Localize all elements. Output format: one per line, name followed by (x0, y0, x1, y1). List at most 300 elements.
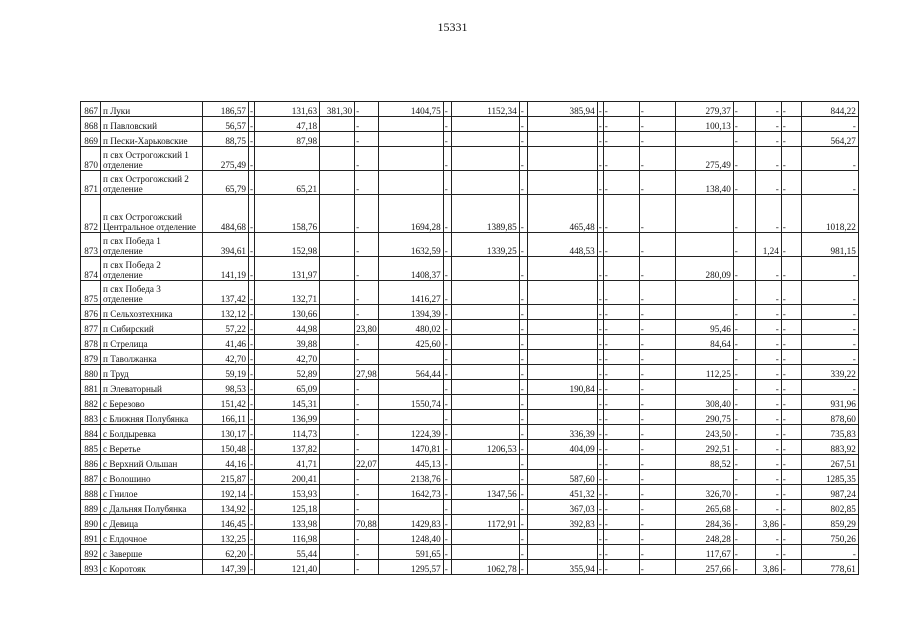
table-row (81, 257, 859, 281)
cell-v5 (451, 335, 519, 350)
cell-c8: - (603, 455, 639, 470)
table-row (81, 350, 859, 365)
cell-d10: - (733, 545, 755, 560)
cell-v2: 125,18 (255, 500, 320, 515)
cell-c12: - (781, 147, 801, 171)
cell-name: п свх Острогожский 2 отделение (101, 171, 203, 195)
cell-name: п свх Победа 3 отделение (101, 281, 203, 305)
cell-c9: - (639, 395, 675, 410)
cell-v5 (451, 171, 519, 195)
cell-c12: - (781, 102, 801, 117)
cell-d6: - (597, 500, 603, 515)
cell-d3: - (355, 117, 379, 132)
cell-c11: - (755, 305, 781, 320)
cell-v2: 136,99 (255, 410, 320, 425)
cell-id: 874 (81, 257, 101, 281)
cell-d4: - (443, 132, 451, 147)
cell-v1: 134,92 (203, 500, 249, 515)
cell-c8: - (603, 515, 639, 530)
cell-c9: - (639, 195, 675, 233)
cell-d4: - (443, 102, 451, 117)
cell-v10: 100,13 (675, 117, 733, 132)
cell-v4: 1224,39 (378, 425, 443, 440)
cell-v1: 146,45 (203, 515, 249, 530)
cell-d3: 70,88 (355, 515, 379, 530)
cell-d5: - (519, 281, 527, 305)
cell-v6: 448,53 (527, 233, 597, 257)
cell-v4: 1470,81 (378, 440, 443, 455)
cell-c12: - (781, 485, 801, 500)
table-row (81, 147, 859, 171)
cell-name: п Павловский (101, 117, 203, 132)
cell-d1: - (249, 455, 255, 470)
table-row (81, 455, 859, 470)
cell-d6: - (597, 455, 603, 470)
cell-d6: - (597, 117, 603, 132)
cell-v5: 1172,91 (451, 515, 519, 530)
cell-d3: - (355, 350, 379, 365)
table-row (81, 132, 859, 147)
cell-v1: 42,70 (203, 350, 249, 365)
cell-c9: - (639, 515, 675, 530)
cell-id: 891 (81, 530, 101, 545)
table-row (81, 515, 859, 530)
cell-c12: - (781, 380, 801, 395)
table-row (81, 195, 859, 233)
table-row (81, 500, 859, 515)
cell-v3 (320, 515, 355, 530)
cell-v2: 44,98 (255, 320, 320, 335)
cell-id: 893 (81, 560, 101, 575)
cell-v13: 987,24 (801, 485, 858, 500)
cell-v4: 1694,28 (378, 195, 443, 233)
table-row (81, 485, 859, 500)
cell-v13: 878,60 (801, 410, 858, 425)
cell-v4 (378, 147, 443, 171)
cell-c9: - (639, 335, 675, 350)
cell-v2: 145,31 (255, 395, 320, 410)
cell-v5 (451, 281, 519, 305)
cell-d5: - (519, 350, 527, 365)
cell-d5: - (519, 395, 527, 410)
cell-d5: - (519, 320, 527, 335)
cell-v3 (320, 195, 355, 233)
cell-v3 (320, 147, 355, 171)
cell-name: п свх Острогожский 1 отделение (101, 147, 203, 171)
cell-c12: - (781, 117, 801, 132)
cell-v1: 186,57 (203, 102, 249, 117)
cell-v13: - (801, 171, 858, 195)
cell-c9: - (639, 117, 675, 132)
cell-d6: - (597, 350, 603, 365)
cell-d1: - (249, 365, 255, 380)
cell-d3: - (355, 132, 379, 147)
cell-v5 (451, 117, 519, 132)
cell-d6: - (597, 410, 603, 425)
cell-v5 (451, 410, 519, 425)
cell-d5: - (519, 171, 527, 195)
cell-c12: - (781, 132, 801, 147)
cell-c8: - (603, 560, 639, 575)
cell-v4: 1632,59 (378, 233, 443, 257)
cell-v6 (527, 147, 597, 171)
cell-v13: 802,85 (801, 500, 858, 515)
cell-v10: 280,09 (675, 257, 733, 281)
cell-name: п Элеваторный (101, 380, 203, 395)
cell-v6 (527, 410, 597, 425)
cell-v2: 152,98 (255, 233, 320, 257)
cell-v2: 114,73 (255, 425, 320, 440)
cell-v13: 883,92 (801, 440, 858, 455)
cell-d10: - (733, 395, 755, 410)
cell-id: 882 (81, 395, 101, 410)
cell-c8: - (603, 440, 639, 455)
cell-c8: - (603, 195, 639, 233)
cell-d6: - (597, 335, 603, 350)
cell-d1: - (249, 257, 255, 281)
cell-d10: - (733, 500, 755, 515)
cell-v2: 41,71 (255, 455, 320, 470)
cell-v3 (320, 380, 355, 395)
cell-d10: - (733, 132, 755, 147)
cell-c11: - (755, 102, 781, 117)
cell-d3: - (355, 440, 379, 455)
cell-d6: - (597, 470, 603, 485)
cell-v5 (451, 257, 519, 281)
cell-c12: - (781, 410, 801, 425)
cell-v3 (320, 395, 355, 410)
cell-c8: - (603, 335, 639, 350)
cell-c12: - (781, 455, 801, 470)
cell-d4: - (443, 171, 451, 195)
cell-v3 (320, 305, 355, 320)
cell-d10: - (733, 171, 755, 195)
cell-v10: 117,67 (675, 545, 733, 560)
cell-v6: 404,09 (527, 440, 597, 455)
cell-d1: - (249, 195, 255, 233)
cell-v2: 52,89 (255, 365, 320, 380)
cell-v13: - (801, 281, 858, 305)
cell-v6 (527, 350, 597, 365)
cell-d1: - (249, 350, 255, 365)
cell-v6 (527, 335, 597, 350)
cell-name: п Пески-Харьковские (101, 132, 203, 147)
cell-v3 (320, 350, 355, 365)
cell-d4: - (443, 257, 451, 281)
cell-v6: 367,03 (527, 500, 597, 515)
cell-v5 (451, 500, 519, 515)
cell-d5: - (519, 410, 527, 425)
cell-c12: - (781, 515, 801, 530)
cell-c12: - (781, 425, 801, 440)
cell-d10: - (733, 425, 755, 440)
cell-d1: - (249, 147, 255, 171)
cell-v4: 480,02 (378, 320, 443, 335)
cell-d1: - (249, 171, 255, 195)
cell-v5 (451, 320, 519, 335)
cell-d1: - (249, 530, 255, 545)
cell-v2: 130,66 (255, 305, 320, 320)
cell-d6: - (597, 132, 603, 147)
cell-id: 873 (81, 233, 101, 257)
cell-v13: - (801, 350, 858, 365)
cell-v1: 275,49 (203, 147, 249, 171)
cell-name: с Волошино (101, 470, 203, 485)
cell-v4: 1394,39 (378, 305, 443, 320)
cell-v1: 62,20 (203, 545, 249, 560)
cell-c11: - (755, 455, 781, 470)
cell-v2: 133,98 (255, 515, 320, 530)
cell-d6: - (597, 195, 603, 233)
cell-v13: 735,83 (801, 425, 858, 440)
cell-d5: - (519, 530, 527, 545)
cell-c9: - (639, 305, 675, 320)
cell-d3: - (355, 102, 379, 117)
cell-d4: - (443, 530, 451, 545)
table-row (81, 395, 859, 410)
cell-v2: 200,41 (255, 470, 320, 485)
cell-v13: - (801, 257, 858, 281)
cell-d10: - (733, 455, 755, 470)
cell-name: п Сельхозтехника (101, 305, 203, 320)
cell-c9: - (639, 320, 675, 335)
cell-v5 (451, 350, 519, 365)
cell-id: 892 (81, 545, 101, 560)
cell-c9: - (639, 455, 675, 470)
cell-v1: 141,19 (203, 257, 249, 281)
cell-d6: - (597, 380, 603, 395)
cell-d4: - (443, 470, 451, 485)
cell-d3: - (355, 380, 379, 395)
cell-c9: - (639, 147, 675, 171)
cell-v1: 151,42 (203, 395, 249, 410)
cell-c11: - (755, 320, 781, 335)
cell-c9: - (639, 257, 675, 281)
cell-v2: 65,09 (255, 380, 320, 395)
cell-d1: - (249, 117, 255, 132)
cell-c9: - (639, 470, 675, 485)
cell-d1: - (249, 305, 255, 320)
cell-v2: 42,70 (255, 350, 320, 365)
cell-v1: 484,68 (203, 195, 249, 233)
cell-v3 (320, 320, 355, 335)
cell-d6: - (597, 530, 603, 545)
cell-v5 (451, 132, 519, 147)
cell-id: 881 (81, 380, 101, 395)
cell-v10 (675, 195, 733, 233)
cell-d6: - (597, 425, 603, 440)
cell-id: 889 (81, 500, 101, 515)
cell-name: п Труд (101, 365, 203, 380)
cell-v13: 981,15 (801, 233, 858, 257)
cell-v13: 1285,35 (801, 470, 858, 485)
cell-d1: - (249, 410, 255, 425)
cell-c12: - (781, 335, 801, 350)
cell-v1: 65,79 (203, 171, 249, 195)
cell-v3 (320, 410, 355, 425)
cell-v5 (451, 530, 519, 545)
cell-v1: 132,25 (203, 530, 249, 545)
cell-name: с Заверше (101, 545, 203, 560)
cell-c12: - (781, 500, 801, 515)
cell-v4: 445,13 (378, 455, 443, 470)
cell-v13: 778,61 (801, 560, 858, 575)
cell-c11: - (755, 281, 781, 305)
cell-d3: 22,07 (355, 455, 379, 470)
cell-name: с Болдыревка (101, 425, 203, 440)
cell-v2: 87,98 (255, 132, 320, 147)
cell-v6 (527, 132, 597, 147)
cell-v10 (675, 281, 733, 305)
cell-c12: - (781, 195, 801, 233)
cell-c11: - (755, 132, 781, 147)
cell-d5: - (519, 380, 527, 395)
table-row (81, 410, 859, 425)
cell-name: п свх Острогожский Центральное отделение (101, 195, 203, 233)
cell-c8: - (603, 132, 639, 147)
cell-d5: - (519, 147, 527, 171)
cell-d4: - (443, 395, 451, 410)
table-row (81, 365, 859, 380)
cell-v4: 1404,75 (378, 102, 443, 117)
cell-d3: - (355, 281, 379, 305)
cell-v3 (320, 500, 355, 515)
cell-d4: - (443, 485, 451, 500)
cell-v6 (527, 365, 597, 380)
cell-d4: - (443, 380, 451, 395)
cell-c8: - (603, 117, 639, 132)
cell-c9: - (639, 365, 675, 380)
table-row (81, 102, 859, 117)
cell-v2: 121,40 (255, 560, 320, 575)
cell-v4 (378, 500, 443, 515)
cell-d1: - (249, 425, 255, 440)
cell-d4: - (443, 545, 451, 560)
cell-d10: - (733, 410, 755, 425)
cell-d1: - (249, 395, 255, 410)
cell-v13: - (801, 305, 858, 320)
cell-c8: - (603, 350, 639, 365)
cell-d3: 23,80 (355, 320, 379, 335)
cell-c9: - (639, 102, 675, 117)
cell-v10: 292,51 (675, 440, 733, 455)
cell-v13: - (801, 117, 858, 132)
cell-v5 (451, 395, 519, 410)
cell-d6: - (597, 305, 603, 320)
cell-c9: - (639, 545, 675, 560)
cell-d5: - (519, 470, 527, 485)
cell-c8: - (603, 320, 639, 335)
cell-v6 (527, 320, 597, 335)
cell-v3: 381,30 (320, 102, 355, 117)
cell-c11: - (755, 147, 781, 171)
cell-c9: - (639, 233, 675, 257)
cell-d10: - (733, 233, 755, 257)
cell-name: с Верхний Ольшан (101, 455, 203, 470)
cell-v4 (378, 132, 443, 147)
cell-v10: 88,52 (675, 455, 733, 470)
cell-name: п Луки (101, 102, 203, 117)
cell-v10: 284,36 (675, 515, 733, 530)
cell-v6 (527, 455, 597, 470)
cell-c12: - (781, 320, 801, 335)
cell-v13: - (801, 320, 858, 335)
cell-v4: 591,65 (378, 545, 443, 560)
cell-v2 (255, 147, 320, 171)
cell-d3: - (355, 545, 379, 560)
cell-name: п свх Победа 2 отделение (101, 257, 203, 281)
cell-c12: - (781, 470, 801, 485)
cell-v6 (527, 395, 597, 410)
cell-d4: - (443, 455, 451, 470)
cell-v4: 1248,40 (378, 530, 443, 545)
cell-v3 (320, 233, 355, 257)
cell-d10: - (733, 350, 755, 365)
cell-d5: - (519, 117, 527, 132)
cell-v5 (451, 545, 519, 560)
cell-v4: 1416,27 (378, 281, 443, 305)
cell-id: 885 (81, 440, 101, 455)
cell-name: с Веретье (101, 440, 203, 455)
cell-v10: 84,64 (675, 335, 733, 350)
cell-c11: - (755, 485, 781, 500)
cell-v4: 1550,74 (378, 395, 443, 410)
cell-d6: - (597, 320, 603, 335)
cell-d5: - (519, 257, 527, 281)
cell-d6: - (597, 560, 603, 575)
cell-d1: - (249, 545, 255, 560)
cell-c11: - (755, 380, 781, 395)
cell-v1: 215,87 (203, 470, 249, 485)
cell-c8: - (603, 233, 639, 257)
cell-d3: - (355, 195, 379, 233)
cell-v1: 57,22 (203, 320, 249, 335)
cell-id: 883 (81, 410, 101, 425)
cell-d10: - (733, 320, 755, 335)
cell-v6 (527, 171, 597, 195)
cell-id: 879 (81, 350, 101, 365)
cell-c8: - (603, 147, 639, 171)
cell-v6 (527, 281, 597, 305)
cell-v6: 451,32 (527, 485, 597, 500)
cell-c12: - (781, 281, 801, 305)
cell-v3 (320, 117, 355, 132)
cell-v1: 192,14 (203, 485, 249, 500)
cell-d6: - (597, 545, 603, 560)
cell-v1: 150,48 (203, 440, 249, 455)
cell-d4: - (443, 515, 451, 530)
cell-v2: 47,18 (255, 117, 320, 132)
cell-v10: 265,68 (675, 500, 733, 515)
cell-v6: 355,94 (527, 560, 597, 575)
cell-v5: 1062,78 (451, 560, 519, 575)
cell-v1: 147,39 (203, 560, 249, 575)
cell-c12: - (781, 440, 801, 455)
cell-d10: - (733, 195, 755, 233)
cell-d10: - (733, 281, 755, 305)
cell-v4: 2138,76 (378, 470, 443, 485)
cell-c11: 3,86 (755, 560, 781, 575)
cell-id: 886 (81, 455, 101, 470)
cell-v3 (320, 560, 355, 575)
cell-d5: - (519, 195, 527, 233)
cell-id: 880 (81, 365, 101, 380)
cell-v4 (378, 117, 443, 132)
cell-d3: - (355, 147, 379, 171)
cell-d10: - (733, 440, 755, 455)
cell-v10: 243,50 (675, 425, 733, 440)
cell-d3: - (355, 233, 379, 257)
